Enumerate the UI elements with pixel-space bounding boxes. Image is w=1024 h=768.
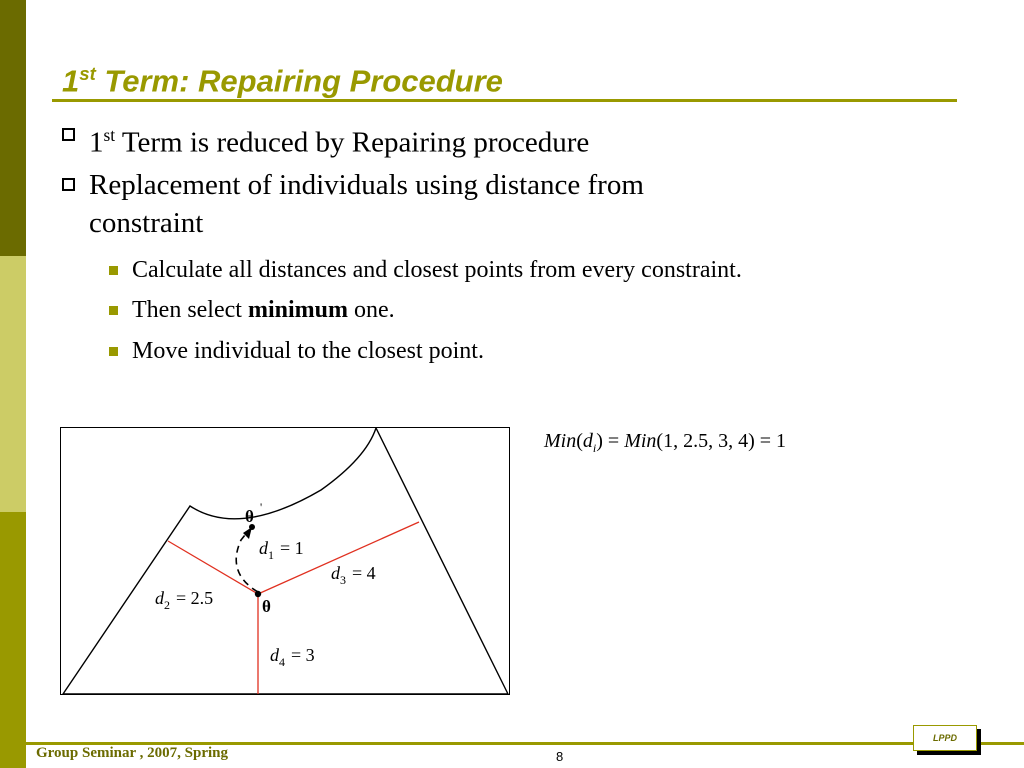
hollow-square-bullet-icon: [62, 178, 75, 191]
side-bar-middle: [0, 256, 26, 512]
side-bar-bottom: [0, 512, 26, 768]
solid-square-bullet-icon: [109, 266, 118, 275]
formula-rhs-fn: Min: [624, 430, 657, 452]
sub-bullet-1: [109, 255, 742, 285]
formula-lhs-sub: i: [592, 441, 597, 455]
formula-lhs-var: d: [582, 430, 593, 452]
solid-square-bullet-icon: [109, 306, 118, 315]
bullet-1-rest: Term is reduced by Repairing procedure: [115, 126, 590, 159]
distance-line-d2: [168, 541, 258, 594]
slide-title: [62, 52, 503, 103]
formula-rhs-args: (1, 2.5, 3, 4) = 1: [656, 430, 787, 452]
min-distance-formula: $Min(d_i) = Min(1$, 2.5, 3, 4) = 1: [544, 430, 787, 455]
feasible-region-outline: [63, 428, 508, 694]
sub-bullet-2-text: [132, 295, 395, 325]
theta-prime-label: θ: [245, 507, 254, 526]
d3-label: $d_3 = 4$: [331, 563, 376, 587]
bullet-1: [62, 116, 589, 162]
bullet-1-text: [89, 116, 589, 162]
theta-point: [255, 591, 261, 597]
d4-label: $d_4 = 3$: [270, 645, 315, 669]
sub-bullet-2-before: Then select: [132, 297, 248, 323]
hollow-square-bullet-icon: [62, 128, 75, 141]
title-text: Term: Repairing Procedure: [95, 63, 503, 99]
sub-bullet-3: [109, 336, 484, 366]
constraint-diagram-svg: [61, 428, 511, 696]
sub-bullet-1-text: Calculate all distances and closest points from every constraint.: [132, 257, 742, 283]
bullet-1-superscript: st: [103, 125, 116, 145]
title-superscript: st: [79, 63, 96, 84]
footer-seminar-text: Group Seminar , 2007, Spring: [36, 745, 228, 761]
page-number: 8: [556, 749, 564, 764]
theta-label: θ: [262, 597, 271, 616]
constraint-diagram: [60, 427, 510, 695]
formula-lhs-fn: Min: [544, 430, 577, 452]
title-divider: [52, 99, 957, 102]
bullet-2-text: [89, 166, 644, 242]
sub-bullet-3-text: Move individual to the closest point.: [132, 338, 484, 364]
d1-label: $d_1 = 1$: [259, 538, 304, 562]
bullet-2-line-2: constraint: [89, 207, 204, 239]
side-bar-top: [0, 0, 26, 256]
sub-bullet-2-after: one.: [347, 297, 395, 323]
lppd-logo: LPPD: [913, 725, 977, 751]
bullet-2-line-1: Replacement of individuals using distance from: [89, 169, 644, 201]
formula-equals: =: [602, 430, 625, 452]
bullet-1-number: 1: [89, 126, 104, 159]
theta-prime-mark: ': [260, 500, 263, 514]
distance-line-d3: [258, 522, 419, 594]
sub-bullet-2: [109, 295, 395, 325]
title-number: 1: [62, 63, 80, 99]
sub-bullet-2-bold: minimum: [247, 297, 348, 323]
solid-square-bullet-icon: [109, 347, 118, 356]
bullet-2: [62, 166, 644, 242]
d2-label: $d_2 = 2.5$: [155, 588, 214, 612]
